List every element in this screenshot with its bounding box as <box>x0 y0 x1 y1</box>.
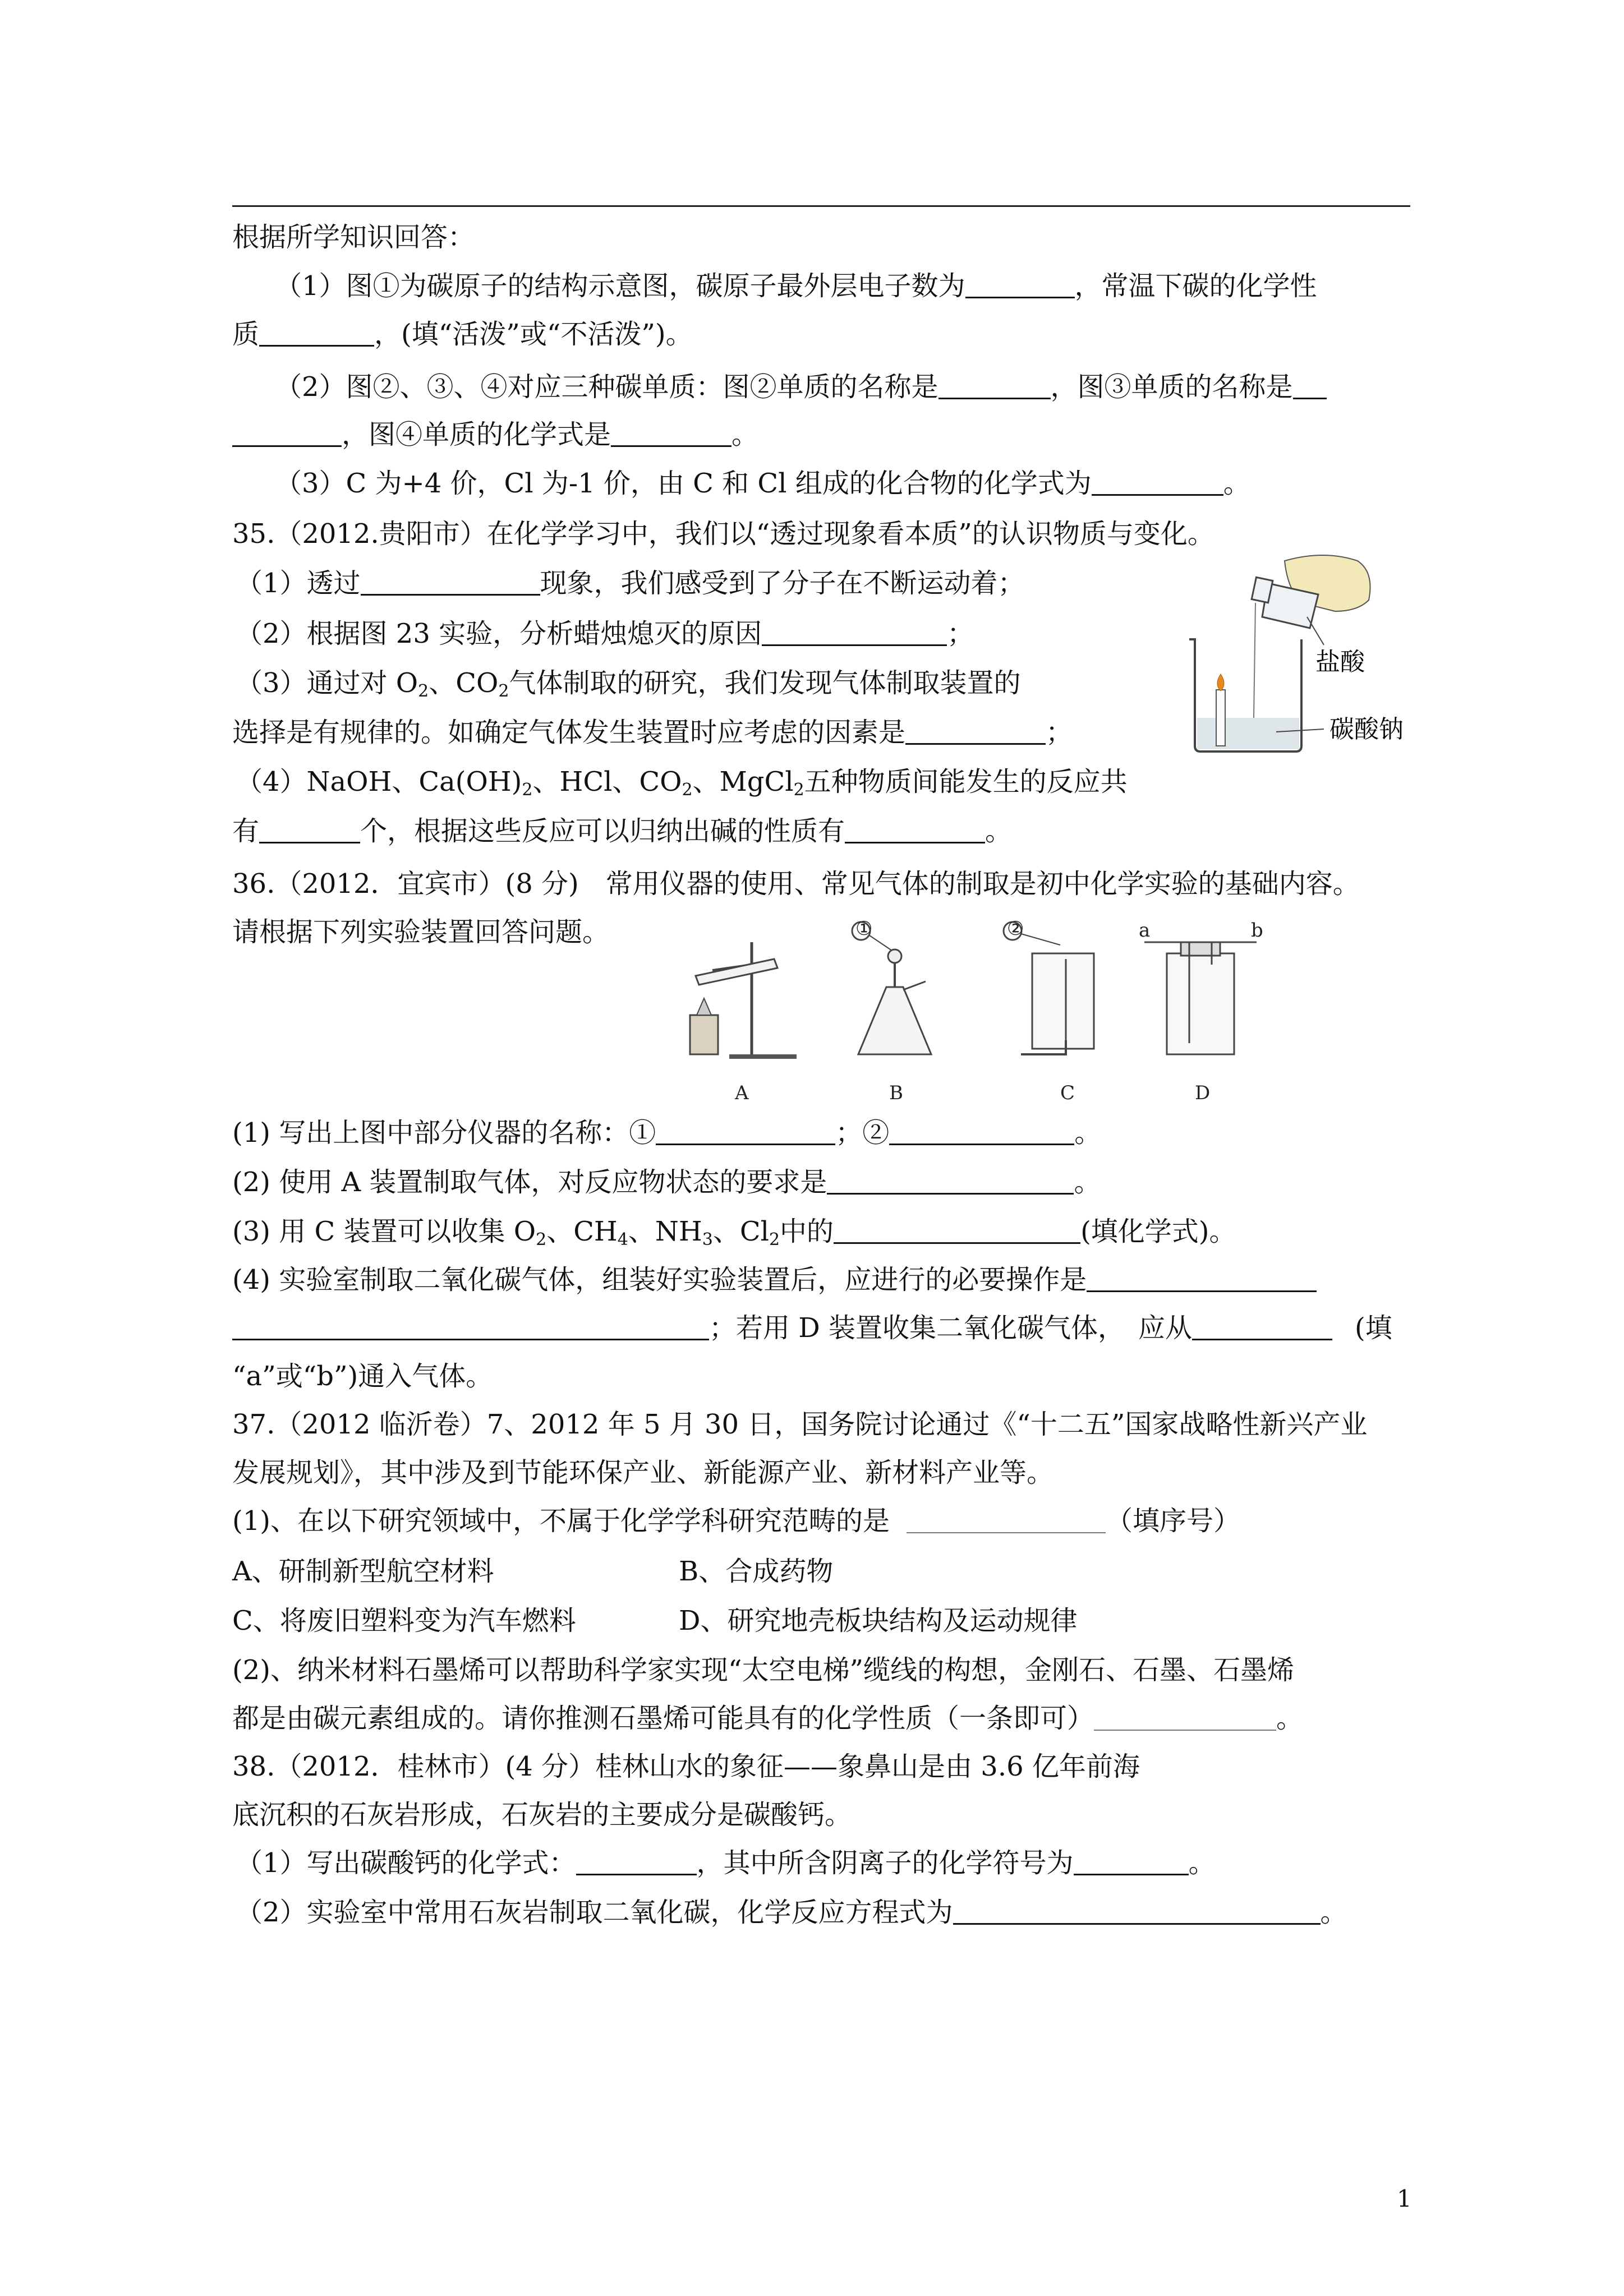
q36-heading2: 请根据下列实验装置回答问题。 <box>232 916 610 948</box>
q35-part3-line2: 选择是有规律的。如确定气体发生装置时应考虑的因素是 ； <box>232 717 1073 748</box>
answer-blank[interactable] <box>845 817 985 843</box>
liquid <box>1197 718 1299 749</box>
q37-part2-line1: (2)、纳米材料石墨烯可以帮助科学家实现“太空电梯”缆线的构想，金刚石、石墨、石墨烯 <box>232 1654 1295 1686</box>
mark-2: ② <box>1007 920 1024 940</box>
port-b: b <box>1251 920 1263 942</box>
answer-blank[interactable] <box>1074 1849 1189 1875</box>
q36-part4-line2: ；若用 D 装置收集二氧化碳气体， 应从 (填 <box>232 1311 1392 1345</box>
q36-part4-line3: “a”或“b”)通入气体。 <box>232 1361 493 1392</box>
q37-heading2: 发展规划》，其中涉及到节能环保产业、新能源产业、新材料产业等。 <box>232 1457 1054 1488</box>
q35-part1: （1）透过 现象，我们感受到了分子在不断运动着； <box>236 568 1025 599</box>
answer-blank[interactable] <box>965 272 1075 298</box>
answer-blank[interactable] <box>907 1507 1106 1533</box>
header-rule <box>232 205 1410 207</box>
answer-blank[interactable] <box>361 569 540 596</box>
q37-option-b: B、合成药物 <box>679 1556 834 1587</box>
label-b: B <box>889 1082 903 1104</box>
answer-blank[interactable] <box>656 1119 835 1145</box>
q36-part3: (3) 用 C 装置可以收集 $O_2$、$CH_4$、$NH_3$、$Cl_2$中的 (填化学式)。 <box>232 1216 1236 1250</box>
mark-1: ① <box>855 920 873 940</box>
answer-blank[interactable] <box>953 1898 1321 1925</box>
answer-blank[interactable] <box>1293 373 1327 399</box>
q37-heading: 37.（2012 临沂卷）7、2012 年 5 月 30 日，国务院讨论通过《“十二五”国家战略性新兴产业 <box>232 1409 1368 1440</box>
q38-part1: （1）写出碳酸钙的化学式： ，其中所含阴离子的化学符号为 。 <box>236 1847 1216 1879</box>
q34-part1-line1: （1）图①为碳原子的结构示意图，碳原子最外层电子数为 ，常温下碳的化学性 <box>275 270 1317 302</box>
q37-part1: (1)、在以下研究领域中，不属于化学学科研究范畴的是 （填序号） <box>232 1505 1241 1537</box>
q35-part4-line1: （4）NaOH、$Ca(OH)_2$、HCl、$CO_2$、MgCl$_2$五种物质间能发生的反应共 <box>236 766 1128 800</box>
label-hydrochloric-acid: 盐酸 <box>1315 648 1365 676</box>
answer-blank[interactable] <box>1087 1266 1317 1292</box>
label-a: A <box>735 1082 749 1104</box>
apparatus-b-icon <box>852 922 931 1054</box>
q38-heading: 38.（2012．桂林市）(4 分）桂林山水的象征——象鼻山是由 3.6 亿年前海 <box>232 1751 1140 1782</box>
q36-part4-line1: (4) 实验室制取二氧化碳气体，组装好实验装置后，应进行的必要操作是 <box>232 1263 1317 1297</box>
candle-icon <box>1216 690 1225 746</box>
label-d: D <box>1195 1082 1211 1104</box>
intro-text: 根据所学知识回答： <box>232 222 475 253</box>
answer-blank[interactable] <box>232 1314 709 1340</box>
answer-blank[interactable] <box>259 817 360 843</box>
q35-part4-line2: 有 个，根据这些反应可以归纳出碱的性质有 。 <box>232 815 1013 847</box>
q35-heading: 35.（2012.贵阳市）在化学学习中，我们以“透过现象看本质”的认识物质与变化。 <box>232 518 1214 550</box>
answer-blank[interactable] <box>1094 1705 1276 1731</box>
answer-blank[interactable] <box>762 620 947 646</box>
q37-part2-line2: 都是由碳元素组成的。请你推测石墨烯可能具有的化学性质（一条即可） 。 <box>232 1703 1304 1734</box>
apparatus-figure <box>673 920 1301 1110</box>
q37-option-d: D、研究地壳板块结构及运动规律 <box>679 1605 1078 1636</box>
page-number: 1 <box>1397 2185 1412 2212</box>
answer-blank[interactable] <box>889 1119 1074 1145</box>
answer-blank[interactable] <box>259 320 374 347</box>
acid-stream <box>1254 603 1255 718</box>
answer-blank[interactable] <box>827 1168 1074 1195</box>
answer-blank[interactable] <box>1092 469 1223 496</box>
q36-part1: (1) 写出上图中部分仪器的名称：① ；② 。 <box>232 1117 1102 1149</box>
q37-option-c: C、将废旧塑料变为汽车燃料 <box>232 1605 576 1636</box>
label-c: C <box>1060 1082 1075 1104</box>
q36-part2: (2) 使用 A 装置制取气体，对反应物状态的要求是 。 <box>232 1167 1101 1198</box>
answer-blank[interactable] <box>834 1218 1080 1244</box>
q38-heading2: 底沉积的石灰岩形成，石灰岩的主要成分是碳酸钙。 <box>232 1799 852 1831</box>
flame-icon <box>1217 674 1224 691</box>
q35-part2: （2）根据图 23 实验，分析蜡烛熄灭的原因 ； <box>236 618 974 649</box>
label-sodium-carbonate: 碳酸钠 <box>1329 715 1404 744</box>
q34-part2-line2: ，图④单质的化学式是 。 <box>232 418 758 451</box>
q34-part3: （3）C 为+4 价，Cl 为-1 价，由 C 和 Cl 组成的化合物的化学式为 。 <box>275 468 1250 499</box>
answer-blank[interactable] <box>905 718 1046 745</box>
answer-blank[interactable] <box>611 421 732 447</box>
apparatus-a-icon <box>690 942 797 1059</box>
q37-option-a: A、研制新型航空材料 <box>232 1556 494 1587</box>
port-a: a <box>1139 920 1151 942</box>
q38-part2: （2）实验室中常用石灰岩制取二氧化碳，化学反应方程式为 。 <box>236 1897 1347 1928</box>
answer-blank[interactable] <box>576 1849 697 1875</box>
q35-part3-line1: （3）通过对 $O_2$、$CO_2$气体制取的研究，我们发现气体制取装置的 <box>236 667 1021 701</box>
answer-blank[interactable] <box>232 421 342 447</box>
answer-blank[interactable] <box>938 373 1051 399</box>
answer-blank[interactable] <box>1192 1314 1332 1340</box>
q36-heading: 36.（2012．宜宾市）(8 分) 常用仪器的使用、常见气体的制取是初中化学实验的基础内容。 <box>232 868 1360 900</box>
apparatus-c-icon <box>1004 922 1094 1054</box>
candle-beaker-figure <box>1156 550 1414 774</box>
q34-part2-line1: （2）图②、③、④对应三种碳单质：图②单质的名称是 ，图③单质的名称是 <box>275 370 1327 404</box>
apparatus-d-icon <box>1144 942 1257 1054</box>
q34-part1-line2: 质 ，(填“活泼”或“不活泼”)。 <box>232 319 693 350</box>
